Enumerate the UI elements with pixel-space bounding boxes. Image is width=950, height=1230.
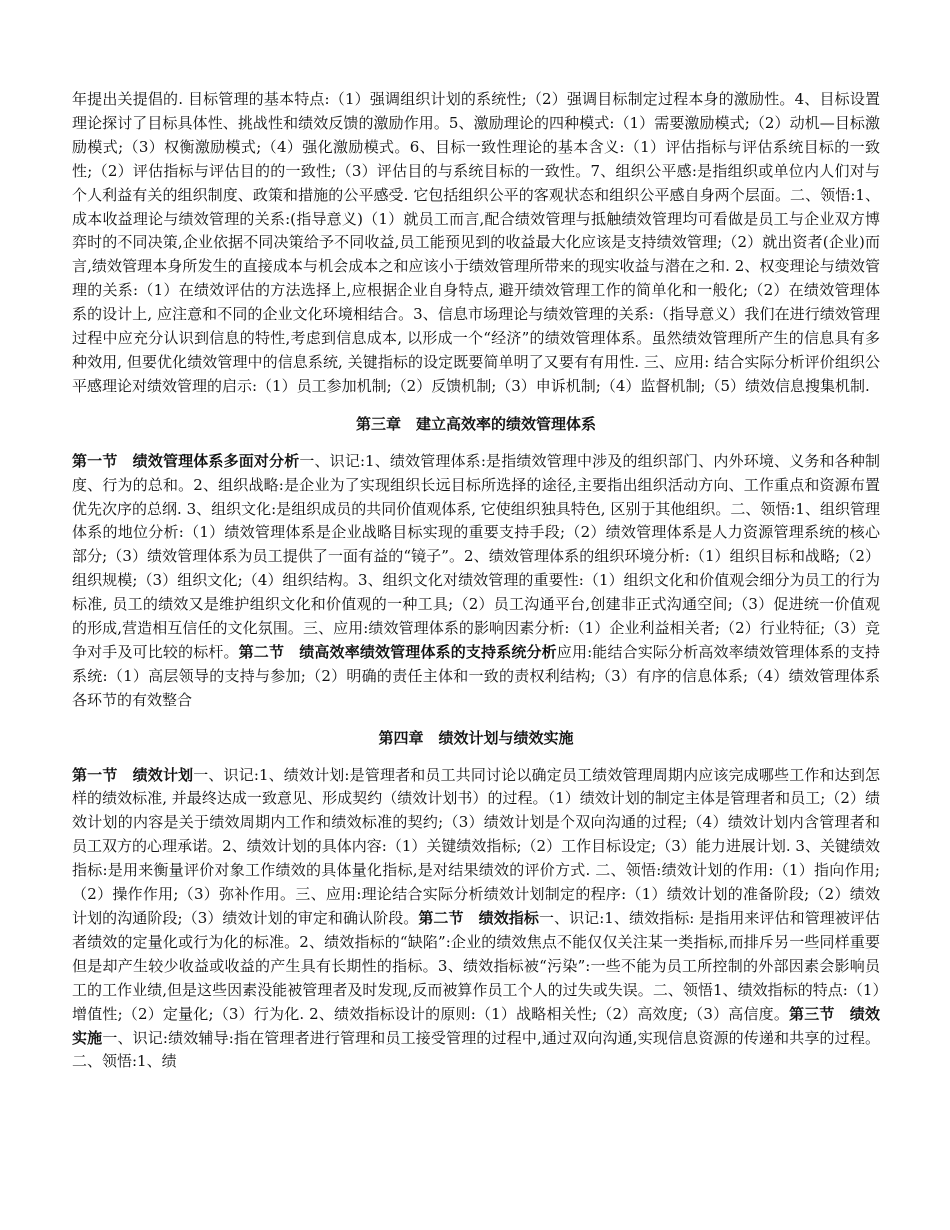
chapter-3-title: 第三章 建立高效率的绩效管理体系 <box>355 414 596 433</box>
ch4-section-3-text: 一、识记:绩效辅导:指在管理者进行管理和员工接受管理的过程中,通过双向沟通,实现信息资源的传递和共享的过程。二、领悟:1、绩 <box>72 1028 880 1071</box>
document-page <box>72 88 880 1074</box>
paragraph-chapter-4 <box>72 764 880 1075</box>
ch3-section-2-text: 应用:能结合实际分析高效率绩效管理体系的支持系统:（1）高层领导的支持与参加;（2）明确的责任主体和一致的责权利结构;（3）有序的信息体系;（4）绩效管理体系各环节的有效整合 <box>72 642 880 709</box>
ch4-section-2-text: 一、识记:1、绩效指标: 是指用来评估和管理被评估者绩效的定量化或行为化的标准。2、绩效指标的“缺陷”:企业的绩效焦点不能仅仅关注某一类指标,而排斥另一些同样重要但是却产生较少收益或收益的产生具有长期性的指标。3、绩效指标被“污染”:一些不能为员工所控制的外部因素会影响员工的工作业绩,但是这些因素没能被管理者及时发现,反而被算作员工个人的过失或失误。二、领悟1、绩效指标的特点:（1）增值性;（2）定量化;（3）行为化. 2、绩效指标设计的原则:（1）战略相关性;（2）高效度;（3）高信度。 <box>72 909 880 1023</box>
ch3-section-1-title: 第一节 绩效管理体系多面对分析 <box>72 451 300 470</box>
paragraph-theory: 年提出关提倡的. 目标管理的基本特点:（1）强调组织计划的系统性;（2）强调目标制定过程本身的激励性。4、目标设置理论探讨了目标具体性、挑战性和绩效反馈的激励作用。5、激励理论的四种模式:（1）需要激励模式;（2）动机—目标激励模式;（3）权衡激励模式;（4）强化激励模式。6、目标一致性理论的基本含义:（1）评估指标与评估系统目标的一致性;（2）评估指标与评估目的的一致性;（3）评估目的与系统目标的一致性。7、组织公平感:是指组织或单位内人们对与个人利益有关的组织制度、政策和措施的公平感受. 它包括组织公平的客观状态和组织公平感自身两个层面。二、领悟:1、成本收益理论与绩效管理的关系:(指导意义)（1）就员工而言,配合绩效管理与抵触绩效管理均可看做是员工与企业双方博弈时的不同决策,企业依据不同决策给予不同收益,员工能预见到的收益最大化应该是支持绩效管理;（2）就出资者(企业)而言,绩效管理本身所发生的直接成本与机会成本之和应该小于绩效管理所带来的现实收益与潜在之和. 2、权变理论与绩效管理的关系:（1）在绩效评估的方法选择上,应根据企业自身特点, 避开绩效管理工作的简单化和一般化;（2）在绩效管理体系的设计上, 应注意和不同的企业文化环境相结合。3、信息市场理论与绩效管理的关系:（指导意义）我们在进行绩效管理过程中应充分认识到信息的特性,考虑到信息成本, 以形成一个“经济”的绩效管理体系。虽然绩效管理所产生的信息具有多种效用, 但要优化绩效管理中的信息系统, 关键指标的设定既要简单明了又要有有用性. 三、应用: 结合实际分析评价组织公平感理论对绩效管理的启示:（1）员工参加机制;（2）反馈机制;（3）申诉机制;（4）监督机制;（5）绩效信息搜集机制. <box>72 90 880 395</box>
chapter-4-title: 第四章 绩效计划与绩效实施 <box>378 728 574 747</box>
ch4-section-2-title: 第二节 绩效指标 <box>418 909 539 927</box>
ch3-section-1-text: 一、识记:1、绩效管理体系:是指绩效管理中涉及的组织部门、内外环境、义务和各种制度、行为的总和。2、组织战略:是企业为了实现组织长远目标所选择的途径,主要指出组织活动方向、工作重点和资源布置优先次序的总纲. 3、组织文化:是组织成员的共同价值观体系, 它使组织独具特色, 区别于其他组织。二、领悟:1、组织管理体系的地位分析:（1）绩效管理体系是企业战略目标实现的重要支持手段;（2）绩效管理体系是人力资源管理系统的核心部分;（3）绩效管理体系为员工提供了一面有益的“镜子”。2、绩效管理体系的组织环境分析:（1）组织目标和战略;（2）组织规模;（3）组织文化;（4）组织结构。3、组织文化对绩效管理的重要性:（1）组织文化和价值观会细分为员工的行为标准, 员工的绩效又是维护组织文化和价值观的一种工具;（2）员工沟通平台,创建非正式沟通空间;（3）促进统一价值观的形成,营造相互信任的文化氛围。三、应用:绩效管理体系的影响因素分析:（1）企业利益相关者;（2）行业特征;（3）竞争对手及可比较的标杆。 <box>72 451 880 661</box>
ch3-section-2-title: 第二节 绩高效率绩效管理体系的支持系统分析 <box>238 642 557 661</box>
ch4-section-3-title: 第三节 绩效实施 <box>72 1004 880 1047</box>
ch4-section-1-title: 第一节 绩效计划 <box>72 765 194 784</box>
paragraph-chapter-3 <box>72 450 880 713</box>
ch4-section-1-text: 一、识记:1、绩效计划:是管理者和员工共同讨论以确定员工绩效管理周期内应该完成哪些工作和达到怎样的绩效标准, 并最终达成一致意见、形成契约（绩效计划书）的过程。（1）绩效计划的制定主体是管理者和员工;（2）绩效计划的内容是关于绩效周期内工作和绩效标准的契约;（3）绩效计划是个双向沟通的过程;（4）绩效计划内含管理者和员工双方的心理承诺。2、绩效计划的具体内容:（1）关键绩效指标;（2）工作目标设定;（3）能力进展计划. 3、关键绩效指标:是用来衡量评价对象工作绩效的具体量化指标,是对结果绩效的评价方式. 二、领悟:绩效计划的作用:（1）指向作用;（2）操作作用;（3）弥补作用。三、应用:理论结合实际分析绩效计划制定的程序:（1）绩效计划的准备阶段;（2）绩效计划的沟通阶段;（3）绩效计划的审定和确认阶段。 <box>72 765 880 927</box>
